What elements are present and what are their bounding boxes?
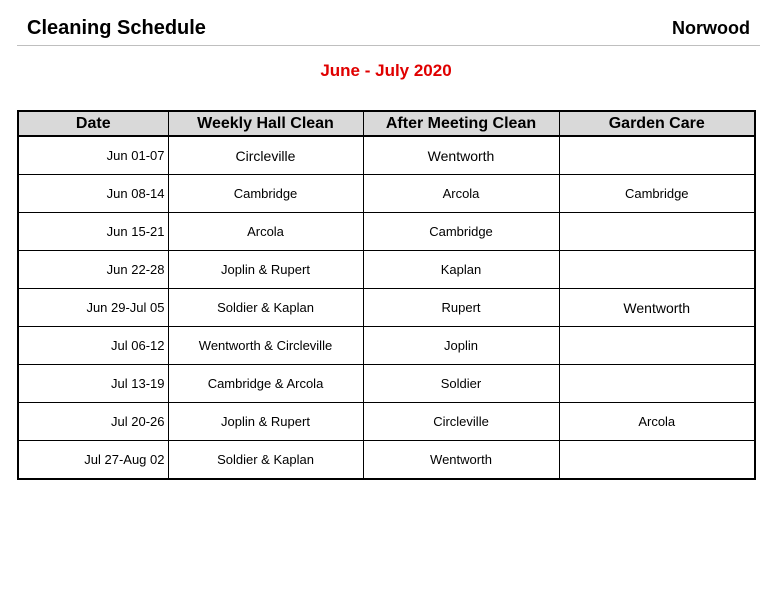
table-header-row	[18, 111, 755, 136]
garden-care-cell: Wentworth	[559, 289, 755, 327]
table-row	[18, 136, 755, 175]
table-row	[18, 289, 755, 327]
after-meeting-cell: Wentworth	[363, 441, 559, 480]
garden-care-cell: Cambridge	[559, 175, 755, 213]
column-header-date: Date	[18, 111, 168, 136]
table-row	[18, 441, 755, 480]
after-meeting-cell: Arcola	[363, 175, 559, 213]
table-row	[18, 365, 755, 403]
hall-clean-cell: Joplin & Rupert	[168, 403, 363, 441]
hall-clean-cell: Wentworth & Circleville	[168, 327, 363, 365]
date-cell: Jun 01-07	[18, 136, 168, 175]
hall-clean-cell: Cambridge	[168, 175, 363, 213]
page-title: Cleaning Schedule	[27, 17, 206, 39]
date-cell: Jul 13-19	[18, 365, 168, 403]
hall-clean-cell: Cambridge & Arcola	[168, 365, 363, 403]
hall-clean-cell: Circleville	[168, 136, 363, 175]
date-cell: Jun 08-14	[18, 175, 168, 213]
page-header	[17, 10, 760, 46]
table-row	[18, 175, 755, 213]
garden-care-cell	[559, 251, 755, 289]
garden-care-cell	[559, 327, 755, 365]
date-cell: Jul 27-Aug 02	[18, 441, 168, 480]
hall-clean-cell: Arcola	[168, 213, 363, 251]
after-meeting-cell: Wentworth	[363, 136, 559, 175]
garden-care-cell	[559, 213, 755, 251]
garden-care-cell: Arcola	[559, 403, 755, 441]
date-cell: Jun 29-Jul 05	[18, 289, 168, 327]
date-cell: Jul 20-26	[18, 403, 168, 441]
column-header-weekly-hall-clean: Weekly Hall Clean	[168, 111, 363, 136]
column-header-garden-care: Garden Care	[559, 111, 755, 136]
table-row	[18, 327, 755, 365]
location-label: Norwood	[672, 18, 750, 38]
table-row	[18, 213, 755, 251]
table-row	[18, 403, 755, 441]
garden-care-cell	[559, 441, 755, 480]
after-meeting-cell: Joplin	[363, 327, 559, 365]
schedule-table	[17, 110, 756, 480]
after-meeting-cell: Rupert	[363, 289, 559, 327]
table-row	[18, 251, 755, 289]
hall-clean-cell: Soldier & Kaplan	[168, 289, 363, 327]
after-meeting-cell: Soldier	[363, 365, 559, 403]
garden-care-cell	[559, 136, 755, 175]
date-cell: Jun 22-28	[18, 251, 168, 289]
after-meeting-cell: Kaplan	[363, 251, 559, 289]
date-cell: Jun 15-21	[18, 213, 168, 251]
schedule-period: June - July 2020	[320, 61, 452, 80]
date-cell: Jul 06-12	[18, 327, 168, 365]
garden-care-cell	[559, 365, 755, 403]
after-meeting-cell: Circleville	[363, 403, 559, 441]
column-header-after-meeting-clean: After Meeting Clean	[363, 111, 559, 136]
hall-clean-cell: Joplin & Rupert	[168, 251, 363, 289]
hall-clean-cell: Soldier & Kaplan	[168, 441, 363, 480]
after-meeting-cell: Cambridge	[363, 213, 559, 251]
